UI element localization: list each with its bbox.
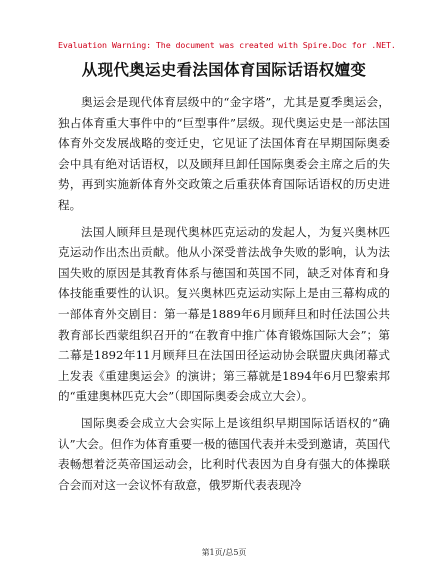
paragraph-1: 奥运会是现代体育层级中的“金字塔”，尤其是夏季奥运会，独占体育重大事件中的“巨型事件”层级。现代奥运史是一部法国体育外交发展战略的变迁史，它见证了法国体育在早期国际奥委会中具有绝对话语权，以及顾拜旦卸任国际奥委会主席之后的失势，再到实施新体育外交政策之后重获体育国际话语权的历史进程。 <box>58 95 390 212</box>
document-body <box>58 92 390 501</box>
page-footer: 第1页/总5页 <box>201 548 247 557</box>
paragraph-3: 国际奥委会成立大会实际上是该组织早期国际话语权的“确认”大会。但作为体育重要一极的德国代表并未受到邀请，英国代表畅想着泛英帝国运动会，比利时代表因为自身有强大的体操联合会而对这一会议怀有敌意，俄罗斯代表表现冷 <box>58 415 390 492</box>
paragraph-2: 法国人顾拜旦是现代奥林匹克运动的发起人，为复兴奥林匹克运动作出杰出贡献。他从小深受普法战争失败的影响，认为法国失败的原因是其教育体系与德国和英国不同，缺乏对体育和身体技能重要性的认识。复兴奥林匹克运动实际上是由三幕构成的一部体育外交剧目：第一幕是1889年6月顾拜旦和时任法国公共教育部长西蒙组织召开的“在教育中推广体育锻炼国际大会”；第二幕是1892年11月顾拜旦在法国田径运动协会联盟庆典闭幕式上发表《重建奥运会》的演讲；第三幕就是1894年6月巴黎索邦的“重建奥林匹克大会”（即国际奥委会成立大会）。 <box>58 224 390 404</box>
document-title: 从现代奥运史看法国体育国际话语权嬗变 <box>81 61 367 79</box>
evaluation-warning: Evaluation Warning: The document was created with Spire.Doc for .NET. <box>58 40 396 50</box>
